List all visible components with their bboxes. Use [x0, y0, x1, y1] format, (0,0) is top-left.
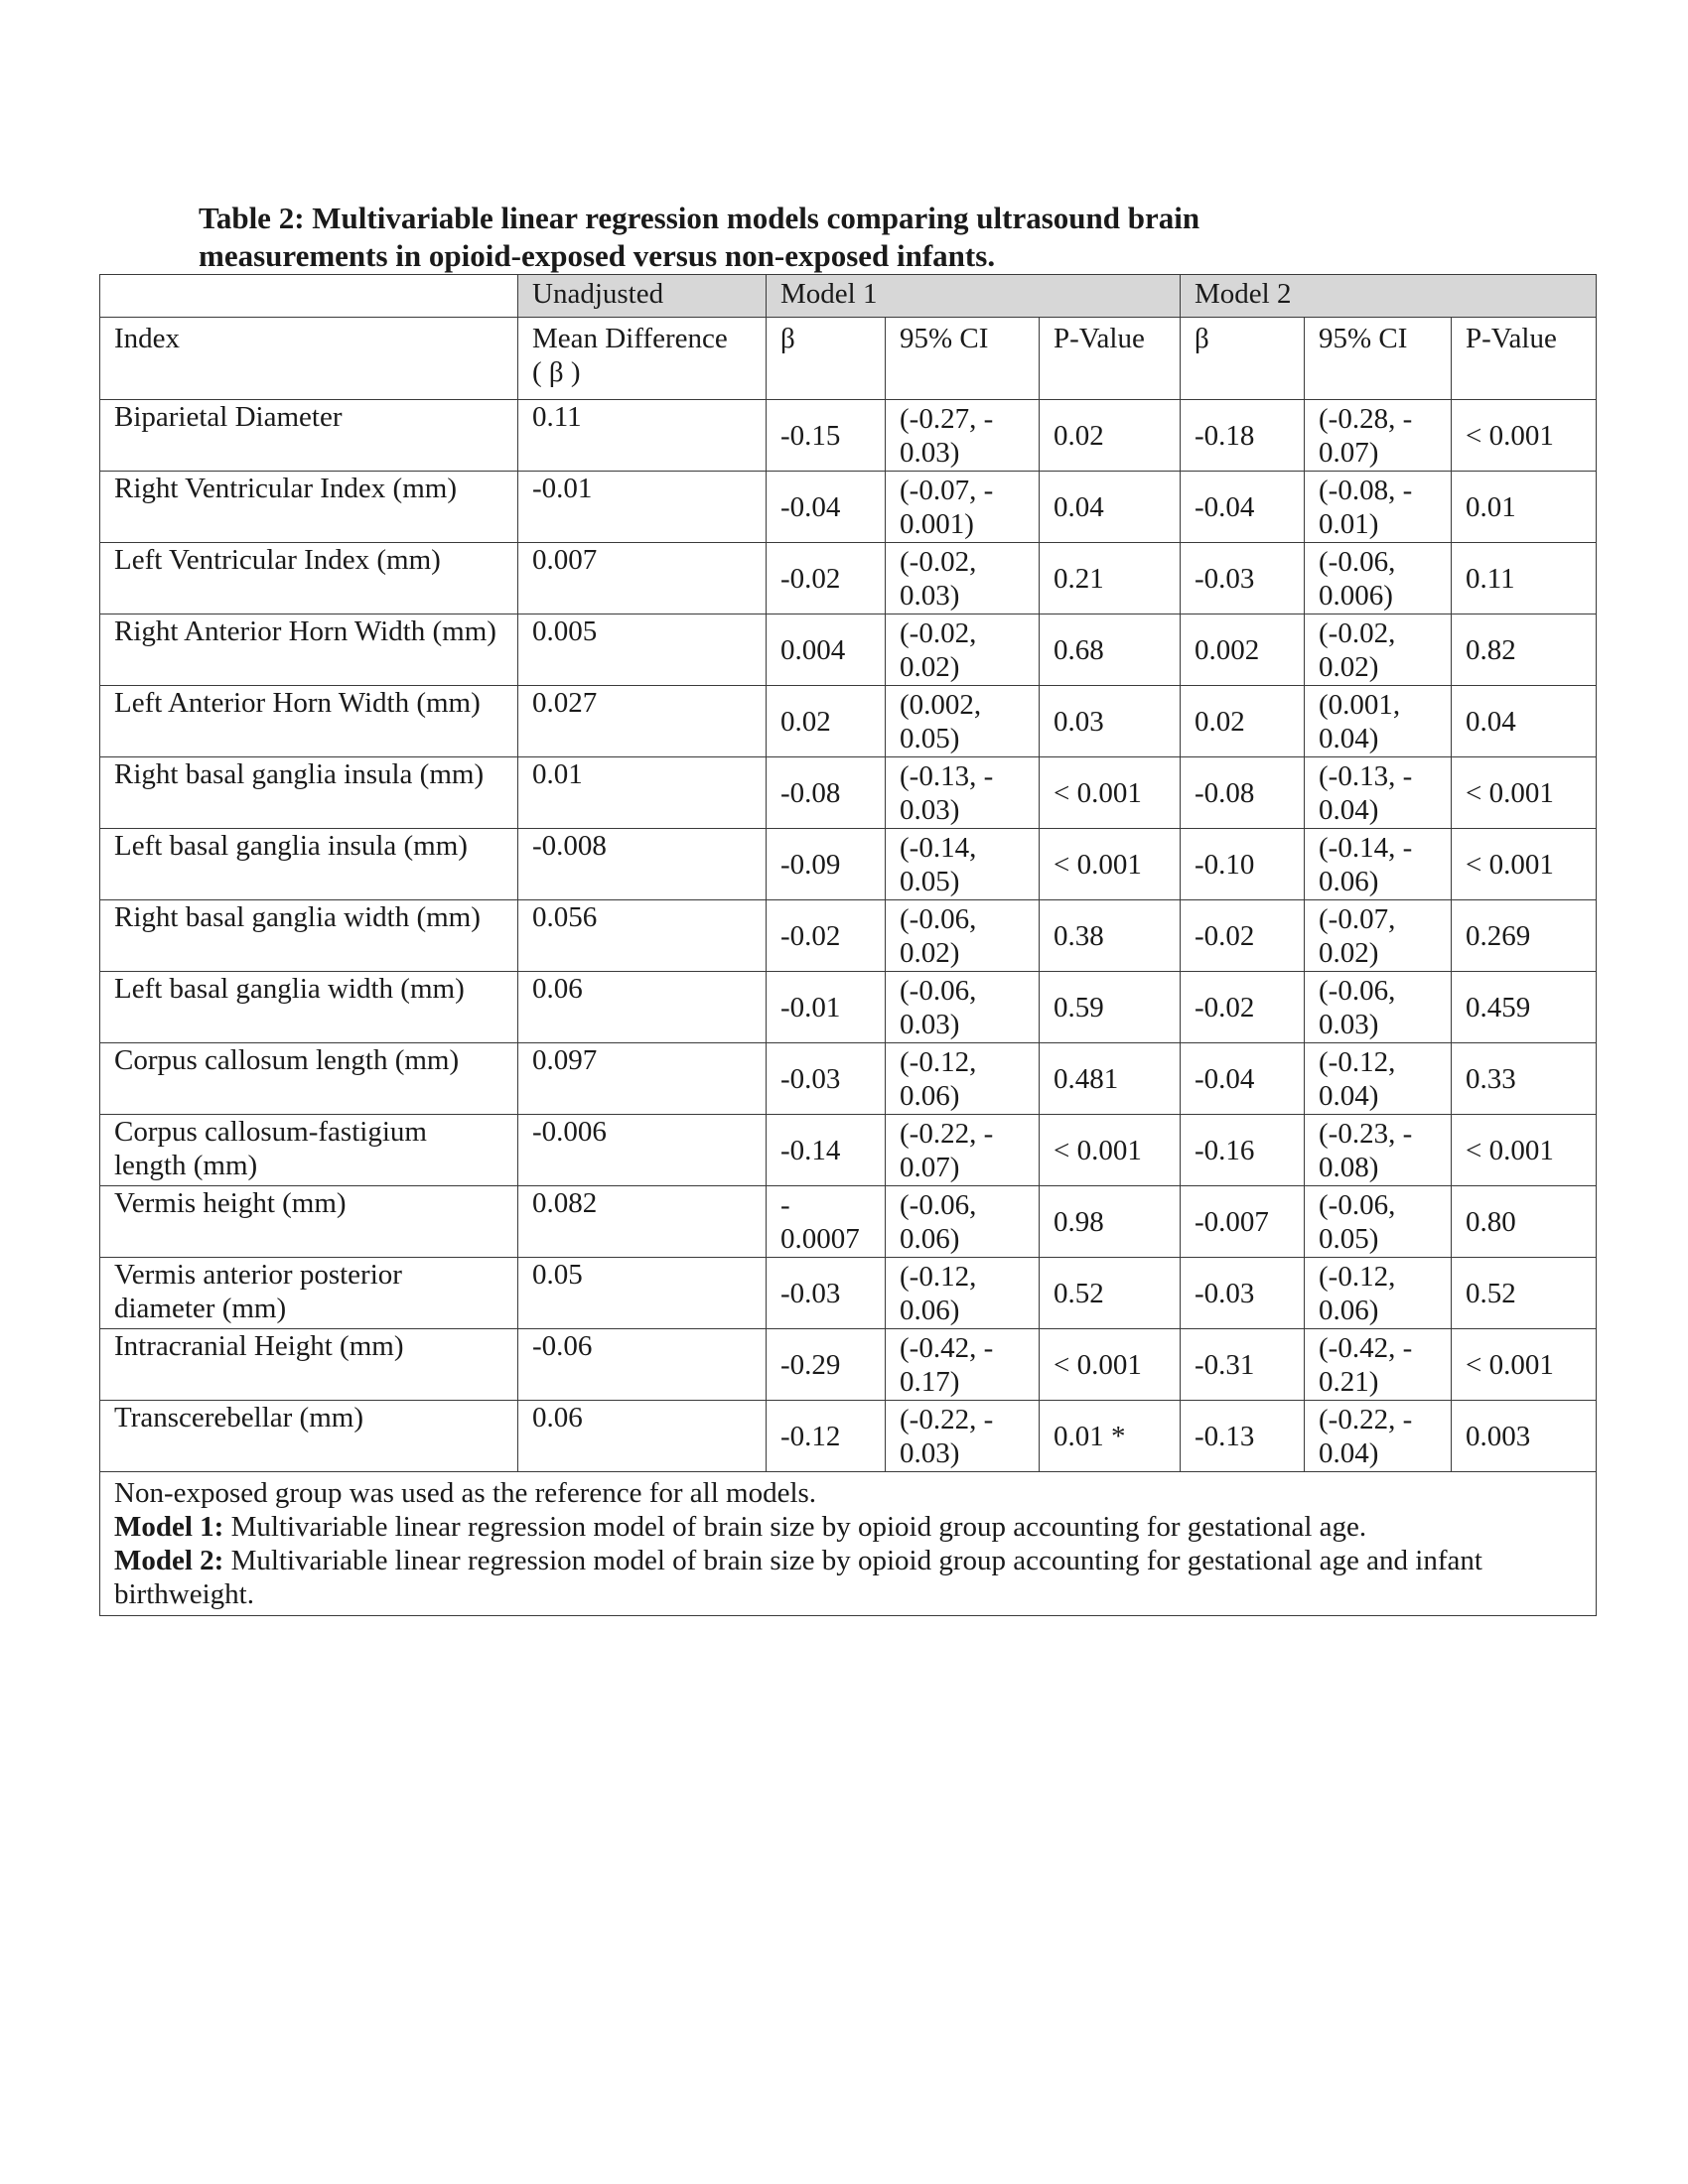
cell-unadjusted: 0.01 [518, 757, 767, 829]
cell-model2-beta: 0.002 [1181, 614, 1305, 686]
group-header-blank [100, 275, 518, 318]
cell-unadjusted: -0.06 [518, 1329, 767, 1401]
cell-model2-pvalue: < 0.001 [1452, 1329, 1597, 1401]
cell-model1-pvalue: 0.03 [1040, 686, 1181, 757]
header-mean-difference [518, 318, 767, 400]
group-unadjusted: Unadjusted [518, 275, 767, 318]
cell-model1-ci: (-0.12, 0.06) [886, 1258, 1040, 1329]
cell-unadjusted: 0.05 [518, 1258, 767, 1329]
cell-model1-ci: (0.002, 0.05) [886, 686, 1040, 757]
cell-model2-beta: -0.03 [1181, 1258, 1305, 1329]
cell-model1-beta: -0.12 [767, 1401, 886, 1472]
cell-model1-beta: - 0.0007 [767, 1186, 886, 1258]
cell-model2-pvalue: 0.33 [1452, 1043, 1597, 1115]
cell-unadjusted: -0.008 [518, 829, 767, 900]
cell-model1-ci: (-0.13, - 0.03) [886, 757, 1040, 829]
cell-index: Transcerebellar (mm) [100, 1401, 518, 1472]
table-row [100, 1258, 1597, 1329]
cell-model2-ci: (-0.08, - 0.01) [1305, 472, 1452, 543]
cell-model2-beta: -0.08 [1181, 757, 1305, 829]
cell-index: Vermis anterior posterior diameter (mm) [100, 1258, 518, 1329]
cell-model2-pvalue: 0.52 [1452, 1258, 1597, 1329]
cell-model1-beta: 0.02 [767, 686, 886, 757]
group-model-1: Model 1 [767, 275, 1181, 318]
cell-model2-pvalue: 0.01 [1452, 472, 1597, 543]
cell-index: Right basal ganglia insula (mm) [100, 757, 518, 829]
table-title-line-2: measurements in opioid-exposed versus non-exposed infants. [199, 238, 996, 273]
cell-model1-pvalue: 0.21 [1040, 543, 1181, 614]
cell-index: Corpus callosum-fastigium length (mm) [100, 1115, 518, 1186]
table-notes-row [100, 1472, 1597, 1616]
cell-model1-ci: (-0.27, - 0.03) [886, 400, 1040, 472]
cell-model2-pvalue: < 0.001 [1452, 1115, 1597, 1186]
cell-model2-ci: (-0.13, - 0.04) [1305, 757, 1452, 829]
table-row [100, 543, 1597, 614]
cell-model1-beta: -0.03 [767, 1043, 886, 1115]
table-title-line-1: Table 2: Multivariable linear regression models comparing ultrasound brain [199, 201, 1200, 235]
cell-model1-beta: -0.14 [767, 1115, 886, 1186]
table-row [100, 686, 1597, 757]
table-row [100, 757, 1597, 829]
cell-model1-ci: (-0.22, - 0.03) [886, 1401, 1040, 1472]
cell-index: Left Anterior Horn Width (mm) [100, 686, 518, 757]
cell-model1-ci: (-0.12, 0.06) [886, 1043, 1040, 1115]
header-model1-ci: 95% CI [886, 318, 1040, 400]
cell-model1-ci: (-0.42, - 0.17) [886, 1329, 1040, 1401]
cell-model2-pvalue: < 0.001 [1452, 829, 1597, 900]
table-row [100, 400, 1597, 472]
cell-model1-beta: -0.04 [767, 472, 886, 543]
cell-model2-beta: -0.04 [1181, 1043, 1305, 1115]
cell-unadjusted: 0.097 [518, 1043, 767, 1115]
table-row [100, 472, 1597, 543]
table-row [100, 829, 1597, 900]
cell-model1-ci: (-0.07, - 0.001) [886, 472, 1040, 543]
column-header-row [100, 318, 1597, 400]
cell-model1-ci: (-0.06, 0.02) [886, 900, 1040, 972]
cell-model1-ci: (-0.06, 0.03) [886, 972, 1040, 1043]
header-mean-difference-label: Mean Difference [532, 323, 728, 354]
note-model-2 [114, 1544, 1582, 1611]
cell-model1-pvalue: 0.59 [1040, 972, 1181, 1043]
cell-model2-ci: (-0.06, 0.006) [1305, 543, 1452, 614]
cell-model2-beta: -0.31 [1181, 1329, 1305, 1401]
cell-index: Left Ventricular Index (mm) [100, 543, 518, 614]
note-reference: Non-exposed group was used as the reference for all models. [114, 1477, 817, 1509]
cell-model2-ci: (-0.06, 0.03) [1305, 972, 1452, 1043]
header-model1-pvalue: P-Value [1040, 318, 1181, 400]
cell-model1-beta: -0.08 [767, 757, 886, 829]
cell-model1-pvalue: < 0.001 [1040, 1115, 1181, 1186]
cell-unadjusted: 0.056 [518, 900, 767, 972]
regression-table [99, 274, 1597, 1616]
cell-unadjusted: -0.01 [518, 472, 767, 543]
cell-model1-beta: -0.02 [767, 543, 886, 614]
table-row [100, 1401, 1597, 1472]
cell-index: Right Anterior Horn Width (mm) [100, 614, 518, 686]
table-row [100, 1186, 1597, 1258]
cell-unadjusted: 0.007 [518, 543, 767, 614]
cell-model2-beta: -0.04 [1181, 472, 1305, 543]
table-title [199, 200, 1390, 275]
cell-unadjusted: 0.027 [518, 686, 767, 757]
cell-index: Vermis height (mm) [100, 1186, 518, 1258]
cell-model2-pvalue: 0.11 [1452, 543, 1597, 614]
cell-model2-pvalue: 0.04 [1452, 686, 1597, 757]
cell-model2-beta: -0.16 [1181, 1115, 1305, 1186]
cell-model1-pvalue: 0.52 [1040, 1258, 1181, 1329]
cell-model1-pvalue: 0.01 * [1040, 1401, 1181, 1472]
note-model-1-text: Multivariable linear regression model of brain size by opioid group accounting for gestational age. [223, 1511, 1367, 1543]
cell-model2-ci: (-0.22, - 0.04) [1305, 1401, 1452, 1472]
cell-model2-beta: -0.02 [1181, 900, 1305, 972]
cell-index: Right basal ganglia width (mm) [100, 900, 518, 972]
cell-model2-ci: (-0.07, 0.02) [1305, 900, 1452, 972]
cell-model1-pvalue: 0.04 [1040, 472, 1181, 543]
cell-model1-pvalue: 0.02 [1040, 400, 1181, 472]
cell-model2-ci: (-0.06, 0.05) [1305, 1186, 1452, 1258]
cell-model2-beta: -0.02 [1181, 972, 1305, 1043]
cell-model2-pvalue: 0.269 [1452, 900, 1597, 972]
group-header-row [100, 275, 1597, 318]
cell-unadjusted: 0.005 [518, 614, 767, 686]
cell-model1-beta: 0.004 [767, 614, 886, 686]
table-row [100, 1043, 1597, 1115]
table-row [100, 614, 1597, 686]
cell-model2-pvalue: 0.82 [1452, 614, 1597, 686]
cell-model2-pvalue: < 0.001 [1452, 757, 1597, 829]
cell-index: Corpus callosum length (mm) [100, 1043, 518, 1115]
header-mean-difference-beta: ( β ) [532, 356, 581, 388]
cell-model2-pvalue: 0.80 [1452, 1186, 1597, 1258]
cell-index: Left basal ganglia insula (mm) [100, 829, 518, 900]
cell-model2-ci: (-0.14, - 0.06) [1305, 829, 1452, 900]
cell-model1-beta: -0.01 [767, 972, 886, 1043]
cell-model2-ci: (0.001, 0.04) [1305, 686, 1452, 757]
cell-unadjusted: 0.082 [518, 1186, 767, 1258]
cell-model1-pvalue: < 0.001 [1040, 757, 1181, 829]
cell-index: Biparietal Diameter [100, 400, 518, 472]
cell-unadjusted: 0.11 [518, 400, 767, 472]
cell-model1-ci: (-0.22, - 0.07) [886, 1115, 1040, 1186]
header-model2-pvalue: P-Value [1452, 318, 1597, 400]
header-model1-beta: β [767, 318, 886, 400]
cell-model2-ci: (-0.12, 0.06) [1305, 1258, 1452, 1329]
cell-model1-ci: (-0.02, 0.02) [886, 614, 1040, 686]
cell-model1-beta: -0.09 [767, 829, 886, 900]
cell-model1-ci: (-0.02, 0.03) [886, 543, 1040, 614]
cell-model1-pvalue: < 0.001 [1040, 829, 1181, 900]
cell-model2-ci: (-0.42, - 0.21) [1305, 1329, 1452, 1401]
cell-model1-pvalue: 0.68 [1040, 614, 1181, 686]
cell-index: Intracranial Height (mm) [100, 1329, 518, 1401]
cell-model2-pvalue: < 0.001 [1452, 400, 1597, 472]
cell-model2-beta: 0.02 [1181, 686, 1305, 757]
cell-model1-pvalue: 0.481 [1040, 1043, 1181, 1115]
cell-model2-pvalue: 0.459 [1452, 972, 1597, 1043]
table-row [100, 972, 1597, 1043]
cell-model2-ci: (-0.28, - 0.07) [1305, 400, 1452, 472]
header-model2-ci: 95% CI [1305, 318, 1452, 400]
cell-model1-ci: (-0.06, 0.06) [886, 1186, 1040, 1258]
cell-unadjusted: 0.06 [518, 1401, 767, 1472]
table-notes [100, 1472, 1597, 1616]
group-model-2: Model 2 [1181, 275, 1597, 318]
table-row [100, 1115, 1597, 1186]
cell-model1-beta: -0.29 [767, 1329, 886, 1401]
cell-model1-ci: (-0.14, 0.05) [886, 829, 1040, 900]
note-model-1-label: Model 1: [114, 1511, 224, 1543]
cell-model1-beta: -0.02 [767, 900, 886, 972]
cell-index: Left basal ganglia width (mm) [100, 972, 518, 1043]
cell-unadjusted: 0.06 [518, 972, 767, 1043]
cell-index: Right Ventricular Index (mm) [100, 472, 518, 543]
table-row [100, 900, 1597, 972]
cell-model1-pvalue: 0.38 [1040, 900, 1181, 972]
table-row [100, 1329, 1597, 1401]
cell-model2-beta: -0.007 [1181, 1186, 1305, 1258]
note-model-2-text: Multivariable linear regression model of brain size by opioid group accounting for gestational age and infant birthweight. [114, 1545, 1482, 1610]
cell-model1-pvalue: < 0.001 [1040, 1329, 1181, 1401]
note-model-2-label: Model 2: [114, 1545, 224, 1576]
cell-model1-beta: -0.15 [767, 400, 886, 472]
cell-model2-beta: -0.03 [1181, 543, 1305, 614]
cell-model2-ci: (-0.02, 0.02) [1305, 614, 1452, 686]
cell-model1-pvalue: 0.98 [1040, 1186, 1181, 1258]
cell-model2-pvalue: 0.003 [1452, 1401, 1597, 1472]
cell-model1-beta: -0.03 [767, 1258, 886, 1329]
cell-model2-beta: -0.13 [1181, 1401, 1305, 1472]
cell-model2-ci: (-0.12, 0.04) [1305, 1043, 1452, 1115]
cell-unadjusted: -0.006 [518, 1115, 767, 1186]
cell-model2-beta: -0.18 [1181, 400, 1305, 472]
header-model2-beta: β [1181, 318, 1305, 400]
cell-model2-beta: -0.10 [1181, 829, 1305, 900]
cell-model2-ci: (-0.23, - 0.08) [1305, 1115, 1452, 1186]
note-model-1 [114, 1510, 1582, 1544]
header-index: Index [100, 318, 518, 400]
